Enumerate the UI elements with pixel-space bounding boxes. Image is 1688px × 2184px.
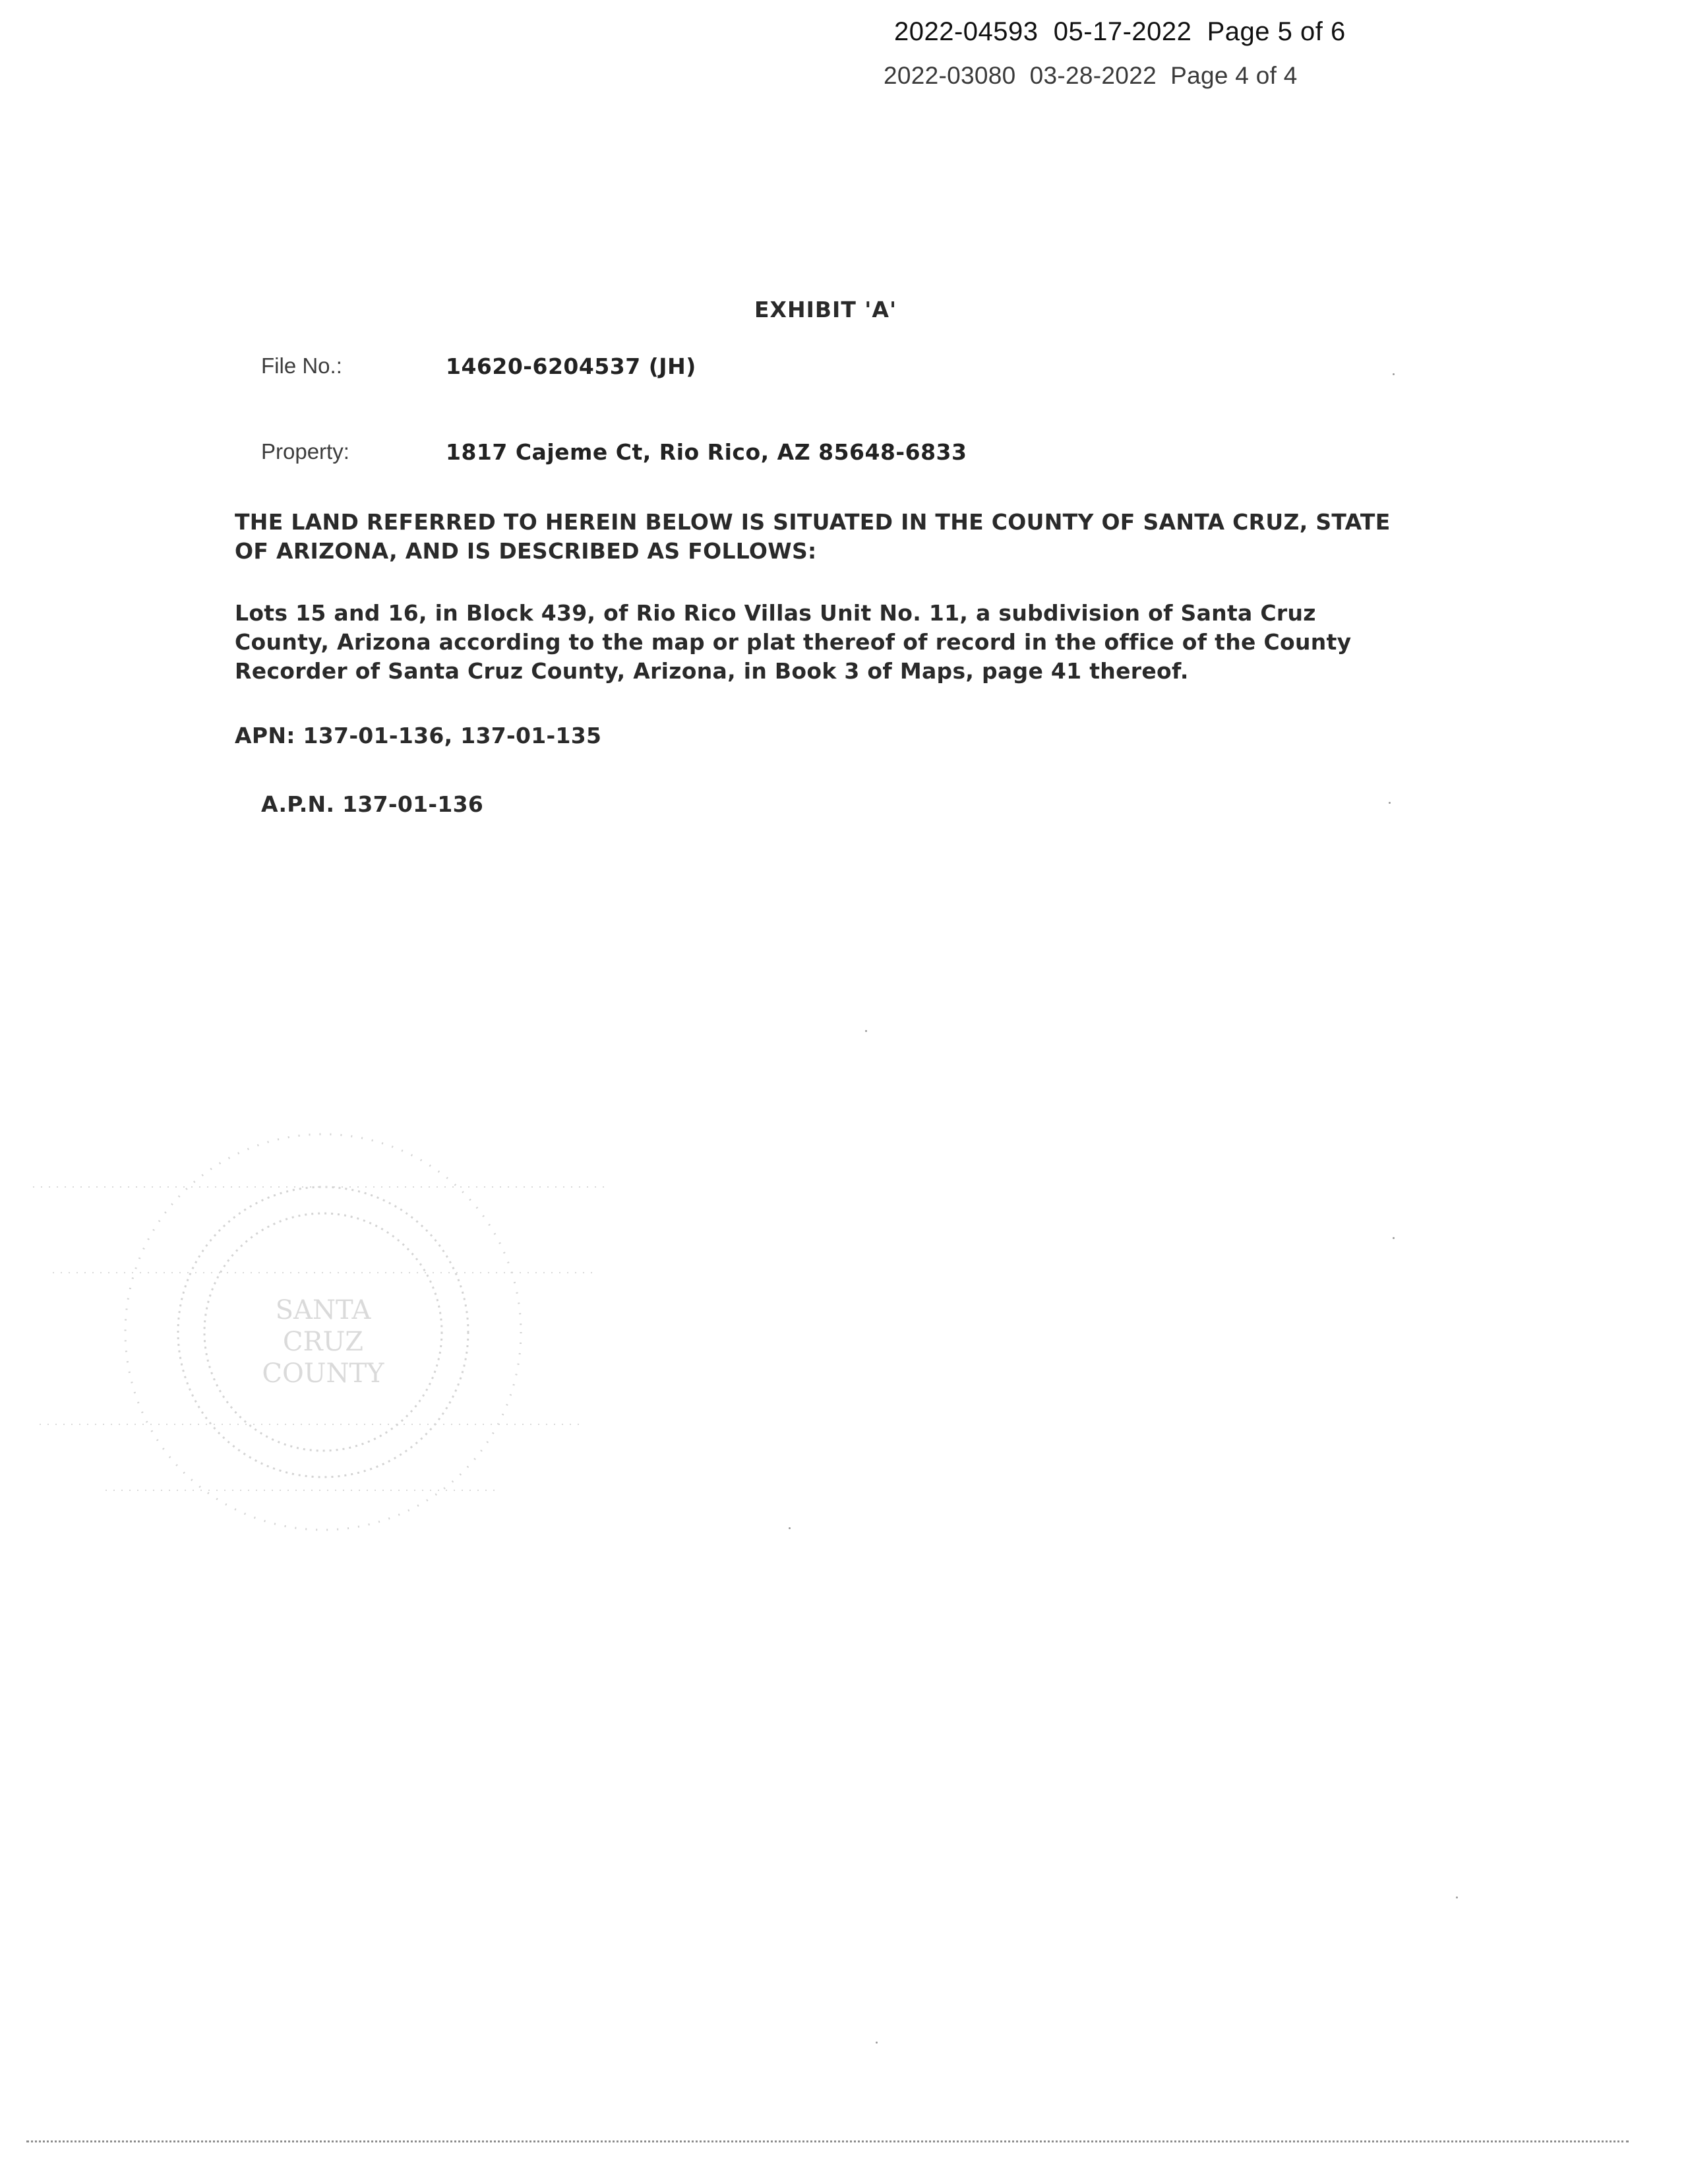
scan-speck	[1389, 802, 1391, 804]
file-number-value: 14620-6204537 (JH)	[446, 353, 696, 379]
seal-center-text: CRUZ	[282, 1327, 364, 1357]
recording-stamp-primary: 2022-04593 05-17-2022 Page 5 of 6	[894, 17, 1346, 46]
recording-stamp-secondary: 2022-03080 03-28-2022 Page 4 of 4	[884, 62, 1298, 89]
seal-center-text: SANTA	[275, 1295, 371, 1325]
file-number-label: File No.:	[261, 353, 342, 378]
scan-speck	[876, 2042, 878, 2044]
scan-speck	[1456, 1896, 1458, 1898]
scan-speck	[1393, 1237, 1395, 1239]
seal-center-text: COUNTY	[262, 1358, 384, 1389]
scan-speck	[865, 1030, 867, 1032]
page-bottom-rule	[26, 2140, 1629, 2142]
legal-description: Lots 15 and 16, in Block 439, of Rio Rico Villas Unit No. 11, a subdivision of Santa Cruz County, Arizona according to the map or plat thereof of record in the office of the County Recorder of Santa Cruz County, Arizona, in Book 3 of Maps, page 41 thereof.	[235, 600, 1352, 684]
apn-handwritten-line: A.P.N. 137-01-136	[261, 791, 484, 817]
scan-speck	[789, 1527, 791, 1529]
situated-statement: THE LAND REFERRED TO HEREIN BELOW IS SITUATED IN THE COUNTY OF SANTA CRUZ, STATE OF ARIZONA, AND IS DESCRIBED AS FOLLOWS:	[235, 509, 1391, 564]
property-label: Property:	[261, 439, 349, 464]
county-seal-stamp	[26, 1055, 620, 1556]
exhibit-title: EXHIBIT 'A'	[754, 297, 897, 322]
apn-line: APN: 137-01-136, 137-01-135	[235, 723, 602, 748]
property-address: 1817 Cajeme Ct, Rio Rico, AZ 85648-6833	[446, 439, 967, 465]
scan-speck	[1393, 373, 1395, 375]
